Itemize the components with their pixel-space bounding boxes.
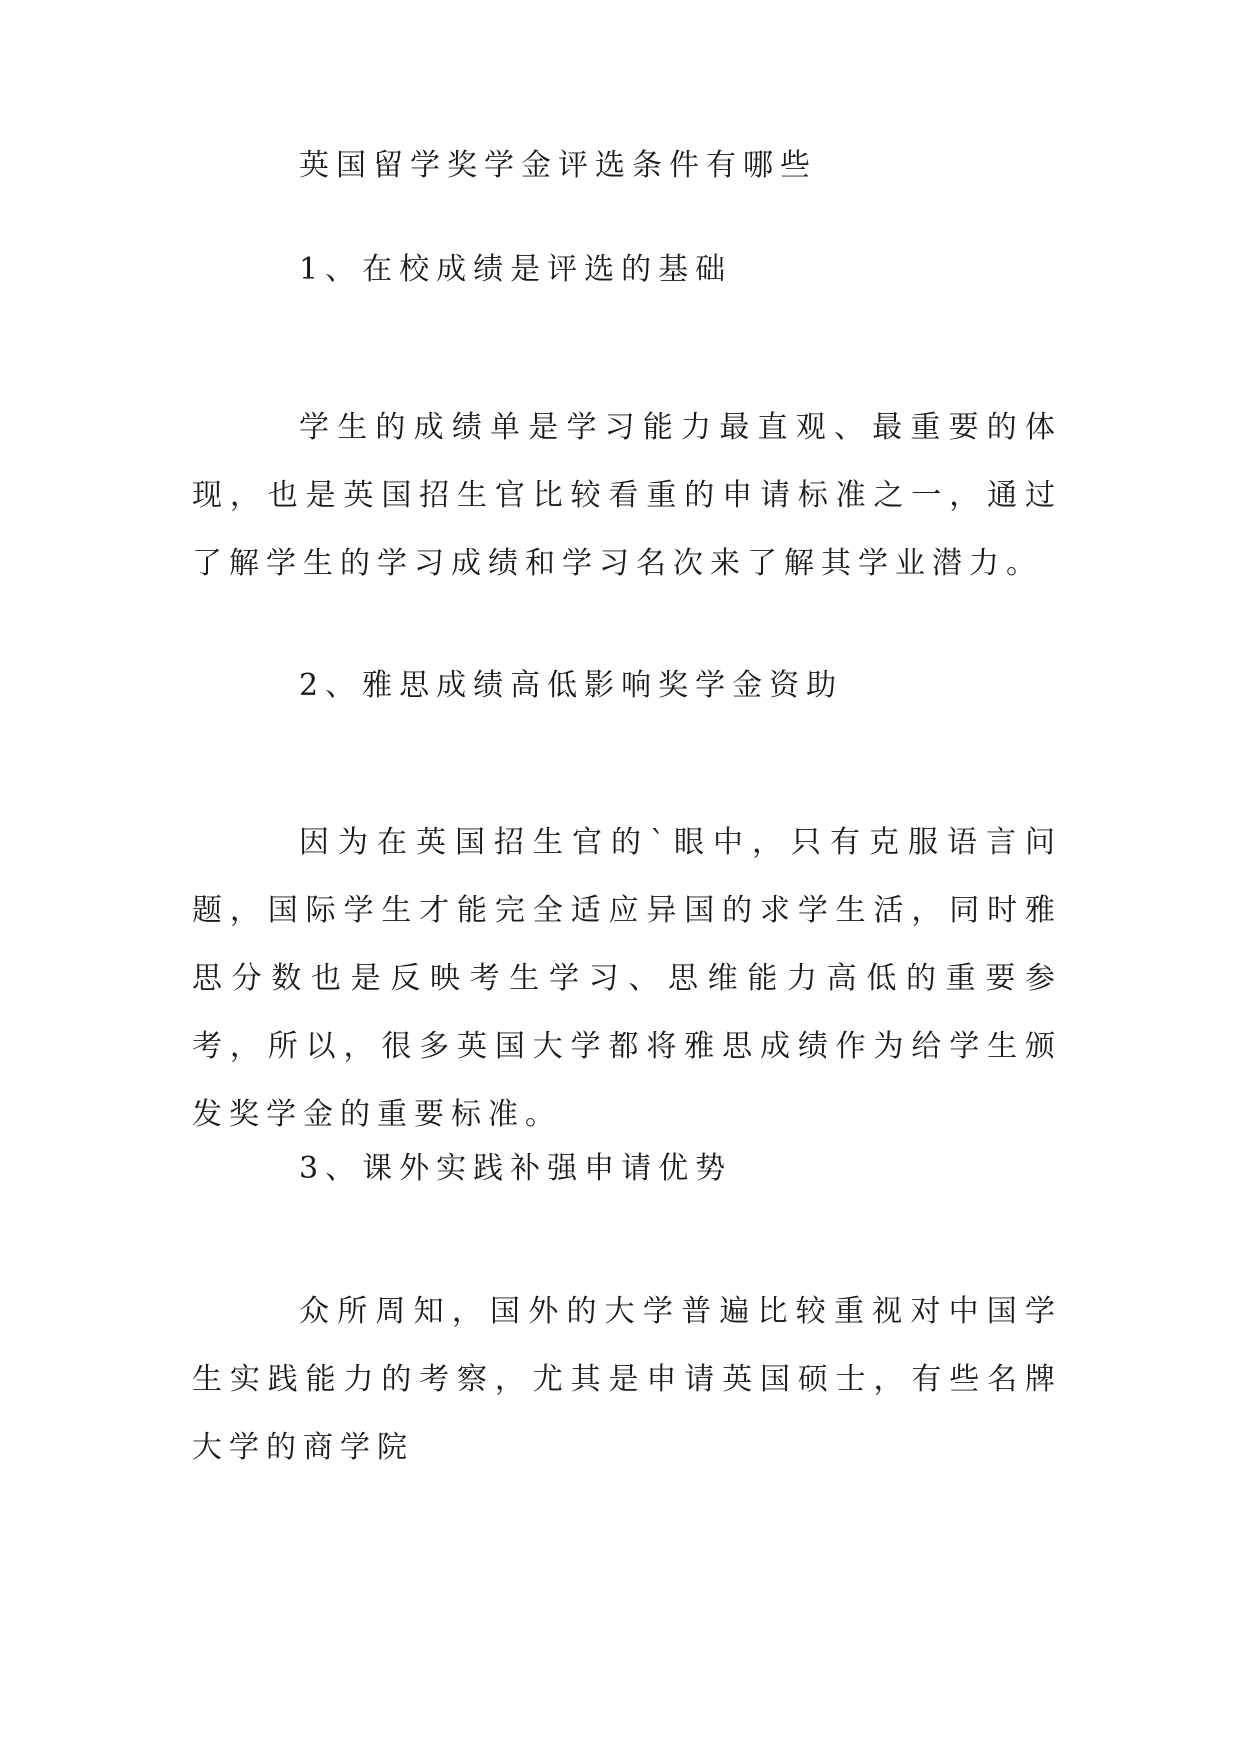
section-body-1: 学生的成绩单是学习能力最直观、最重要的体现，也是英国招生官比较看重的申请标准之一，通过了解学生的学习成绩和学习名次来了解其学业潜力。 [192,410,1062,581]
section-heading-3: 3、课外实践补强申请优势 [299,1151,733,1186]
document-title: 英国留学奖学金评选条件有哪些 [299,148,817,183]
section-body-2: 因为在英国招生官的`眼中，只有克服语言问题，国际学生才能完全适应异国的求学生活，同时雅思分数也是反映考生学习、思维能力高低的重要参考，所以，很多英国大学都将雅思成绩作为给学生颁发奖学金的重要标准。 [192,825,1062,1132]
section-body-3: 众所周知，国外的大学普遍比较重视对中国学生实践能力的考察，尤其是申请英国硕士，有些名牌大学的商学院 [192,1294,1062,1465]
section-heading-1: 1、在校成绩是评选的基础 [299,252,733,287]
section-heading-2: 2、雅思成绩高低影响奖学金资助 [299,668,844,703]
